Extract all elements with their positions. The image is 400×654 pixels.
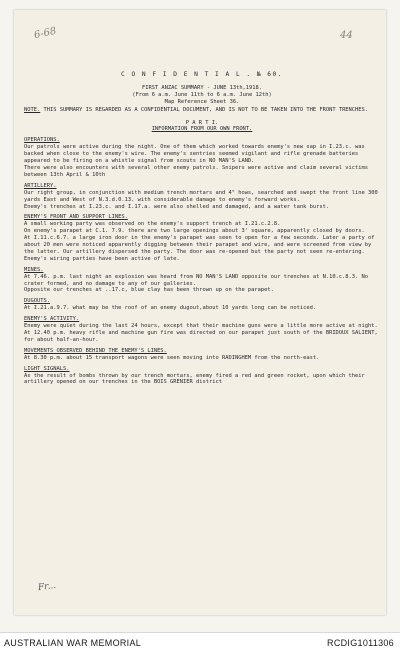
section-paragraph: There were also encounters with several other enemy patrols. Snipers were active and claim several victims between 13th April & 10th	[24, 164, 369, 178]
section-paragraph: At I.21.a.9.7. what may be the roof of an enemy dugout,about 10 yards long can be noticed.	[24, 305, 317, 312]
archive-name: AUSTRALIAN WAR MEMORIAL	[4, 638, 142, 648]
section-paragraph: A small working party was observed on the enemy's support trench at I.21.c.2.8.	[24, 221, 281, 228]
summary-period: (From 6 a.m. June 11th to 6 a.m. June 12th)	[132, 91, 272, 98]
section-paragraph: As the result of bombs thrown by our trench mortars, enemy fired a red and green rocket, upon which their artillery opened on our trenches in the BOIS GRENIER district	[24, 372, 365, 386]
section-heading: ARTILLERY.	[24, 182, 57, 189]
document-header	[24, 72, 380, 106]
section-paragraph: Our right group, in conjunction with medium trench mortars and 4" hows, searched and swept the front line 300 yards East and West of N.3.d.0.13. with considerable damage to enemy's forward works.	[24, 189, 378, 203]
section-mines	[24, 267, 380, 295]
section-heading: ENEMY'S ACTIVITY.	[24, 316, 80, 323]
map-reference: Map Reference Sheet 36.	[164, 98, 240, 105]
section-paragraph: Enemy's trenches at I.23.c. and I.17.a. were also shelled and damaged, and a water tank burst.	[24, 203, 330, 210]
section-enemy-activity	[24, 316, 380, 344]
section-movements	[24, 348, 380, 362]
section-heading: LIGHT SIGNALS.	[24, 365, 70, 372]
section-heading: DUGOUTS.	[24, 298, 50, 305]
document-body	[24, 72, 380, 386]
section-heading: ENEMY'S FRONT AND SUPPORT LINES.	[24, 214, 128, 221]
note-label: NOTE.	[24, 106, 41, 113]
section-dugouts	[24, 298, 380, 312]
handwritten-ref-left: 6-68	[33, 25, 58, 42]
section-paragraph: At 7.46. p.m. last night an explosion was heard from NO MAN'S LAND opposite our trenches at N.10.c.8.3. No crater formed, and no damage to any of our galleries.	[24, 273, 369, 287]
section-paragraph: On enemy's parapet at C.1. 7.9. there are two large openings about 3' square, apparently closed by doors.	[24, 228, 365, 235]
section-paragraph: At 12.40 p.m. heavy rifle and machine gun fire was directed on our parapet just south of the BRIDOUX SALIENT, for about half-an-hour.	[24, 330, 378, 343]
archive-reference: RCDIG1011306	[327, 638, 394, 648]
summary-title: FIRST ANZAC SUMMARY - JUNE 13th,1918.	[141, 84, 263, 91]
section-front-support-lines	[24, 214, 380, 262]
section-paragraph: Opposite our trenches at ..17.c, blue clay has been thrown up on the parapet.	[24, 287, 274, 294]
document-title: C O N F I D E N T I A L . № 60.	[121, 71, 283, 78]
handwritten-ref-right: 44	[340, 30, 353, 41]
note-text: THIS SUMMARY IS REGARDED AS A CONFIDENTIAL DOCUMENT, AND IS NOT TO BE TAKEN INTO THE FRONT TRENCHES.	[43, 106, 369, 113]
section-artillery	[24, 183, 380, 211]
section-operations	[24, 137, 380, 178]
confidential-note	[24, 107, 380, 114]
section-paragraph: Enemy's wiring parties have been active of late.	[24, 255, 180, 262]
section-paragraph: At I.11.c.6.7. a large iron door in the enemy's parapet was seen to open for a few seconds. Later a party of about 20 men were noticed apparently digging between their parapet and wire, and were screened from view by the latter. Our artillery dispersed the party. The door was re-opened but the party not seen re-entering.	[24, 235, 375, 255]
part-heading	[24, 120, 380, 134]
part-title: P A R T I.	[185, 119, 219, 126]
section-paragraph: Our patrols were active during the night. One of them which worked towards enemy's new sap in I.23.c. was backed when close to the enemy's wire. The enemy's sentries seemed vigilant and rifle grenade batteries appeared to be firing on a whistle signal from scouts in NO MAN'S LAND.	[24, 144, 365, 165]
section-heading: MINES.	[24, 266, 44, 273]
part-subtitle: INFORMATION FROM OUR OWN FRONT.	[151, 126, 253, 133]
section-heading: OPERATIONS.	[24, 137, 60, 144]
section-paragraph: At 8.30 p.m. about 15 transport wagons were seen moving into RADINGHEM from the north-east.	[24, 354, 320, 361]
section-heading: MOVEMENTS OBSERVED BEHIND THE ENEMY'S LINES.	[24, 347, 167, 354]
section-light-signals	[24, 366, 380, 387]
handwritten-initials: Fr...	[37, 580, 57, 594]
section-paragraph: Enemy were quiet during the last 24 hours, except that their machine guns were a little more active at night.	[24, 323, 378, 330]
archive-footer	[0, 632, 400, 654]
